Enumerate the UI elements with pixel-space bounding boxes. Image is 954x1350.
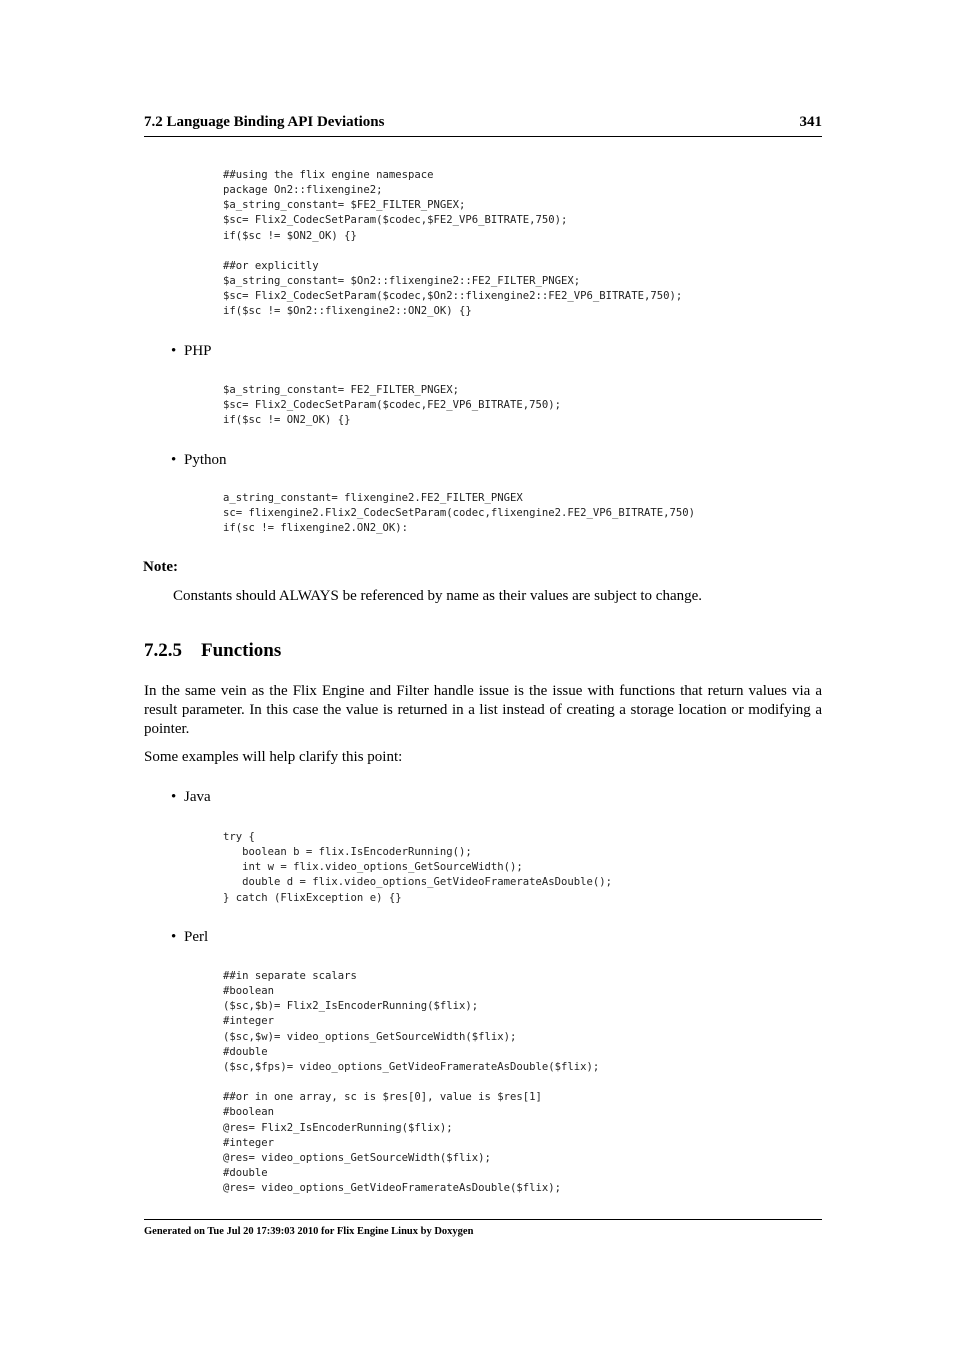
code-block-perl-functions: ##in separate scalars #boolean ($sc,$b)= Flix2_IsEncoderRunning($flix); #integer ($sc,$w)= video_options_GetSourceWidth($flix); #double ($sc,$fps)= video_options_GetVideoFramerateAsDouble($flix); ##or in one array, sc is $res[0], value is $res[1] #boolean @res= Flix2_IsEncoderRunning($flix); #integer @res= video_options_GetSourceWidth($flix); #double @res= video_options_GetVideoFramerateAsDouble($flix); (223, 970, 600, 1195)
code-block-php: $a_string_constant= FE2_FILTER_PNGEX; $sc= Flix2_CodecSetParam($codec,FE2_VP6_BITRATE,750); if($sc != ON2_OK) {} (223, 384, 562, 427)
bullet-marker: • (171, 343, 177, 359)
footer-text: Generated on Tue Jul 20 17:39:03 2010 for Flix Engine Linux by Doxygen (144, 1226, 474, 1237)
page-number: 341 (799, 114, 822, 130)
code-block-perl-constants: ##using the flix engine namespace package On2::flixengine2; $a_string_constant= $FE2_FILTER_PNGEX; $sc= Flix2_CodecSetParam($codec,$FE2_VP6_BITRATE,750); if($sc != $ON2_OK) {} ##or explicitly $a_string_constant= $On2::flixengine2::FE2_FILTER_PNGEX; $sc= Flix2_CodecSetParam($codec,$On2::flixengine2::FE2_VP6_BITRATE,750); if($sc != $On2::flixengine2::ON2_OK) {} (223, 169, 683, 318)
paragraph-functions-intro: In the same vein as the Flix Engine and Filter handle issue is the issue with functions that return values via a result parameter. In this case the value is returned in a list instead of creating a storage location or modifying a pointer. (144, 683, 822, 737)
list-item-python (171, 452, 227, 469)
section-heading (144, 640, 281, 662)
bullet-marker: • (171, 929, 177, 945)
list-item-perl (171, 929, 208, 946)
section-title: Functions (201, 640, 282, 661)
bullet-marker: • (171, 452, 177, 468)
list-item-label: PHP (184, 343, 212, 359)
page-footer (144, 1219, 822, 1237)
page-header (144, 114, 822, 137)
paragraph-examples-intro: Some examples will help clarify this point: (144, 749, 403, 765)
list-item-label: Perl (184, 929, 209, 945)
bullet-marker: • (171, 789, 177, 805)
note-title: Note: (143, 559, 178, 575)
list-item-label: Java (184, 789, 211, 805)
note-body: Constants should ALWAYS be referenced by name as their values are subject to change. (173, 588, 703, 604)
code-block-python: a_string_constant= flixengine2.FE2_FILTER_PNGEX sc= flixengine2.Flix2_CodecSetParam(codec,flixengine2.FE2_VP6_BITRATE,750) if(sc != flixengine2.ON2_OK): (223, 492, 695, 535)
list-item-label: Python (184, 452, 227, 468)
code-block-java: try { boolean b = flix.IsEncoderRunning(); int w = flix.video_options_GetSourceWidth(); double d = flix.video_options_GetVideoFramerateAsDouble(); } catch (FlixException e) {} (223, 831, 613, 904)
header-title: 7.2 Language Binding API Deviations (144, 114, 385, 130)
section-number: 7.2.5 (144, 640, 182, 661)
list-item-java (171, 789, 211, 806)
list-item-php (171, 343, 212, 360)
